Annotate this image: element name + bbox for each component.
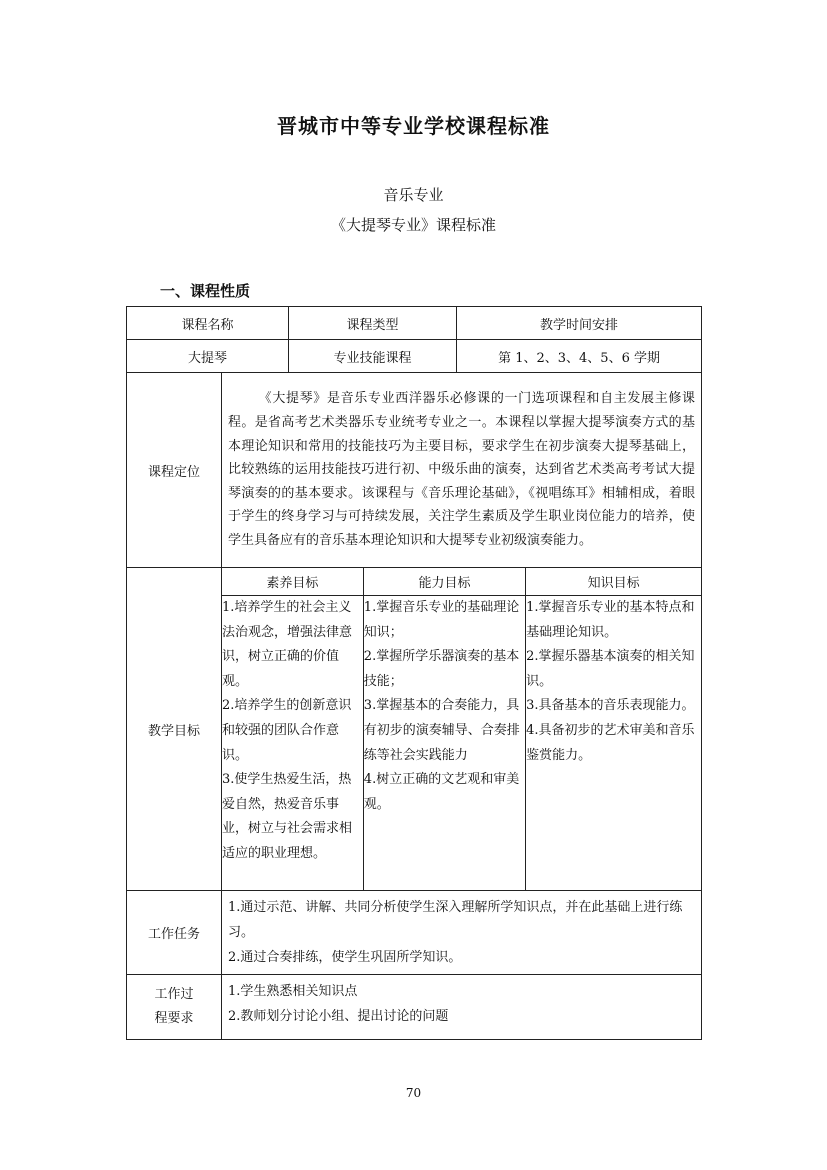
page-number: 70 [405,1086,422,1100]
goals-header-literacy: 素养目标 [222,568,363,596]
positioning-text: 《大提琴》是音乐专业西洋器乐必修课的一门选项课程和自主发展主修课程。是省高考艺术类器乐专业统考专业之一。本课程以掌握大提琴演奏方式的基本理论知识和常用的技能技巧为主要目标，要求学生在初步演奏大提琴基础上，比较熟练的运用技能技巧进行初、中级乐曲的演奏，达到省艺术类高考考试大提琴演奏的的基本要求。该课程与《音乐理论基础》，《视唱练耳》相辅相成，着眼于学生的终身学习与可持续发展，关注学生素质及学生职业岗位能力的培养，使学生具备应有的音乐基本理论知识和大提琴专业初级演奏能力。 [228,391,696,548]
ability-goals [363,596,525,891]
list-item: 2.掌握乐器基本演奏的相关知识。 [526,649,695,689]
header-course-name: 课程名称 [127,307,289,340]
list-item: 2.培养学生的创新意识和较强的团队合作意识。 [222,698,352,763]
goals-label: 教学目标 [127,568,222,891]
cell-course-name: 大提琴 [127,340,289,373]
table-header-row [127,307,702,340]
course-standard-table [126,306,702,1040]
section-heading: 一、课程性质 [160,282,251,300]
header-schedule: 教学时间安排 [457,307,702,340]
table-row [127,340,702,373]
positioning-row [127,373,702,568]
list-item: 1.学生熟悉相关知识点 [228,984,358,999]
positioning-text-cell [222,373,702,568]
list-item: 2.掌握所学乐器演奏的基本技能； [363,649,520,689]
document-title: 晋城市中等专业学校课程标准 [277,114,550,138]
process-label: 工作过程要求 [127,975,222,1040]
process-row [127,975,702,1040]
list-item: 2.教师划分讨论小组、提出讨论的问题 [228,1009,449,1024]
course-subtitle: 《大提琴专业》课程标准 [330,216,496,234]
header-course-type: 课程类型 [289,307,457,340]
goals-header-row [222,568,701,596]
goals-table [222,568,701,890]
list-item: 3.使学生热爱生活，热爱自然，热爱音乐事业，树立与社会需求相适应的职业理想。 [222,772,353,861]
knowledge-goals [526,596,701,891]
cell-schedule: 第 1、2、3、4、5、6 学期 [457,340,702,373]
positioning-label: 课程定位 [127,373,222,568]
cell-course-type: 专业技能课程 [289,340,457,373]
tasks-row [127,891,702,975]
list-item: 3.具备基本的音乐表现能力。 [526,698,695,714]
list-item: 2.通过合奏排练，使学生巩固所学知识。 [228,950,462,965]
goals-cell [222,568,702,891]
goals-header-knowledge: 知识目标 [526,568,701,596]
literacy-goals [222,596,363,891]
tasks-label: 工作任务 [127,891,222,975]
tasks-cell [222,891,702,975]
list-item: 4.树立正确的文艺观和审美观。 [363,772,520,812]
list-item: 3.掌握基本的合奏能力，具有初步的演奏辅导、合奏排练等社会实践能力 [363,698,520,763]
list-item: 1.掌握音乐专业的基础理论知识； [363,600,520,640]
process-cell [222,975,702,1040]
list-item: 4.具备初步的艺术审美和音乐鉴赏能力。 [526,722,695,763]
goals-row [127,568,702,891]
list-item: 1.通过示范、讲解、共同分析使学生深入理解所学知识点，并在此基础上进行练习。 [228,900,683,940]
list-item: 1.掌握音乐专业的基本特点和基础理论知识。 [526,600,695,640]
goals-header-ability: 能力目标 [363,568,525,596]
list-item: 1.培养学生的社会主义法治观念，增强法律意识，树立正确的价值观。 [222,600,353,689]
major-subtitle: 音乐专业 [383,186,444,204]
goals-content-row [222,596,701,891]
